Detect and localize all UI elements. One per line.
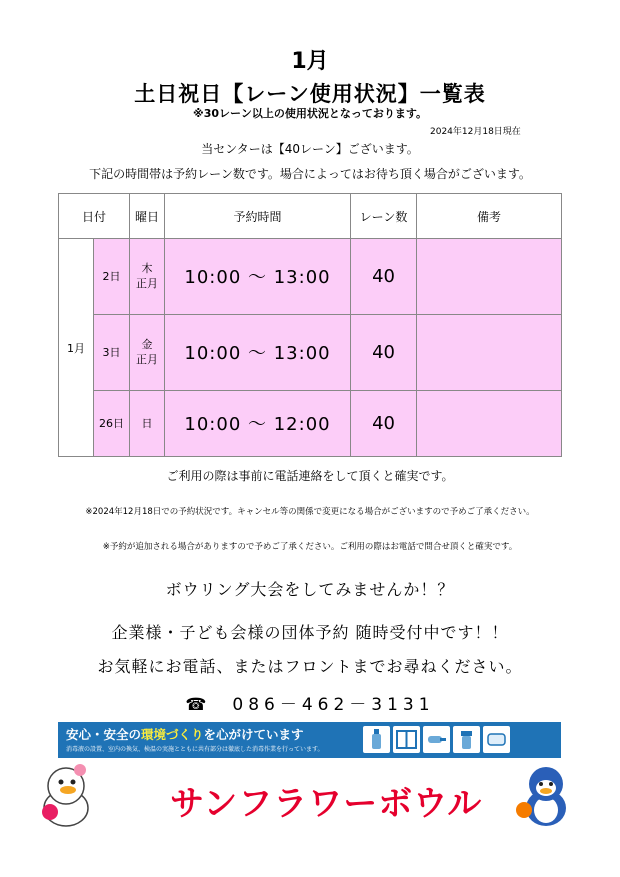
day-cell: 26日 (94, 390, 130, 456)
weekday-cell (130, 314, 165, 390)
brand-logo: サンフラワーボウル (170, 784, 483, 824)
weekday-label: 金 (141, 338, 153, 352)
banner-title-part: 安心・安全の (66, 727, 142, 742)
lanes-cell: 40 (351, 314, 417, 390)
as-of-date: 2024年12月18日現在 (430, 127, 521, 137)
telephone-icon: ☎ (185, 695, 212, 715)
promo-line-2: 企業様・子ども会様の団体予約 随時受付中です！！ (111, 623, 509, 642)
table-header-row (59, 194, 562, 239)
additional-note: ※予約が追加される場合がありますので予めご了承ください。ご利用の際はお電話で問合せ頂くと確実です。 (102, 542, 518, 552)
lanes-cell: 40 (351, 390, 417, 456)
status-note: ※2024年12月18日での予約状況です。キャンセル等の関係で変更になる場合がございますので予めご了承ください。 (85, 507, 535, 517)
note-cell (417, 239, 562, 315)
weekday-cell (130, 390, 165, 456)
schedule-table (58, 193, 562, 457)
sanitizer-icon (363, 726, 390, 753)
weekday-label: 日 (141, 416, 153, 430)
promo-line-1: ボウリング大会をしてみませんか！？ (165, 580, 455, 599)
header-time: 予約時間 (165, 194, 351, 239)
thermometer-icon (423, 726, 450, 753)
mask-icon (483, 726, 510, 753)
banner-title (66, 725, 304, 743)
weekday-cell (130, 239, 165, 315)
holiday-label: 正月 (136, 277, 159, 291)
center-info: 当センターは【40レーン】ございます。 (201, 142, 419, 156)
time-cell: 10:00 ～ 13:00 (165, 314, 351, 390)
day-cell: 2日 (94, 239, 130, 315)
month-cell: 1月 (59, 239, 94, 457)
note-cell (417, 390, 562, 456)
page-title: 土日祝日【レーン使用状況】一覧表 (134, 82, 486, 106)
phone-line (0, 690, 620, 715)
description: 下記の時間帯は予約レーン数です。場合によってはお待ち頂く場合がございます。 (89, 167, 531, 181)
month-title: 1月 (291, 49, 329, 74)
safety-banner (58, 722, 561, 758)
ventilation-icon (393, 726, 420, 753)
weekday-label: 木 (141, 262, 153, 276)
table-row (59, 239, 562, 315)
banner-subtitle: 消毒液の設置、室内の換気、検温の実施とともに共有部分は徹底した消毒作業を行っています。 (66, 746, 324, 753)
mascot-left (28, 760, 104, 830)
table-row (59, 314, 562, 390)
banner-title-part: を心がけています (203, 727, 304, 742)
phone-number[interactable]: 086－462－3131 (232, 695, 435, 715)
header-lanes: レーン数 (351, 194, 417, 239)
header-date: 日付 (59, 194, 130, 239)
time-cell: 10:00 ～ 13:00 (165, 239, 351, 315)
time-cell: 10:00 ～ 12:00 (165, 390, 351, 456)
lanes-cell: 40 (351, 239, 417, 315)
banner-title-highlight: 環境づくり (141, 727, 204, 742)
lane-threshold-note: ※30レーン以上の使用状況となっております。 (193, 107, 427, 120)
header-notes: 備考 (417, 194, 562, 239)
holiday-label: 正月 (136, 353, 159, 367)
mascot-right (508, 760, 588, 830)
disinfectant-spray-icon (453, 726, 480, 753)
note-cell (417, 314, 562, 390)
day-cell: 3日 (94, 314, 130, 390)
table-row (59, 390, 562, 456)
contact-note: ご利用の際は事前に電話連絡をして頂くと確実です。 (166, 469, 454, 483)
header-weekday: 曜日 (130, 194, 165, 239)
promo-line-3: お気軽にお電話、またはフロントまでお尋ねください。 (97, 657, 523, 676)
